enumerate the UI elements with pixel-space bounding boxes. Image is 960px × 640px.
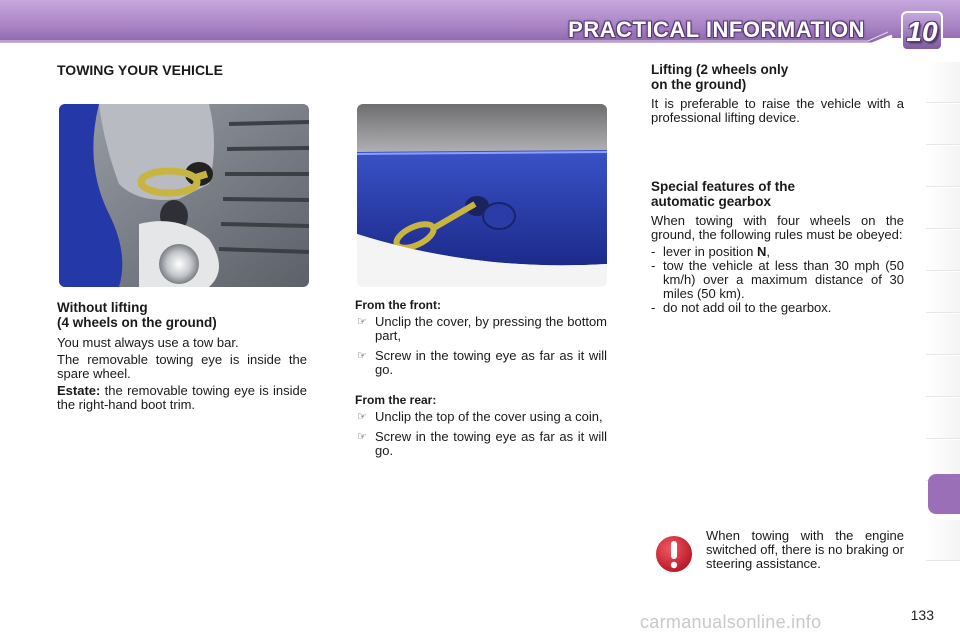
watermark: carmanualsonline.info xyxy=(640,612,822,632)
gearbox-rule: - lever in position N, xyxy=(651,244,770,259)
warning-text: When towing with the engine switched off, there is no braking or steering assistance. xyxy=(706,528,904,571)
chapter-tab[interactable] xyxy=(926,356,960,397)
gearbox-title: Special features of the automatic gearbox xyxy=(651,179,796,209)
rear-step: ☞ Screw in the towing eye as far as it will go. xyxy=(357,429,607,458)
chapter-tab[interactable] xyxy=(926,188,960,229)
lifting-paragraph: It is preferable to raise the vehicle with a professional lifting device. xyxy=(651,96,904,125)
chapter-tab[interactable] xyxy=(926,62,960,103)
front-towing-eye-photo xyxy=(59,104,309,287)
chapter-tab[interactable] xyxy=(926,314,960,355)
rear-towing-eye-photo xyxy=(357,104,607,287)
chapter-number: 10 xyxy=(906,16,938,47)
page-number: 133 xyxy=(910,607,934,623)
subsection-title: Without lifting (4 wheels on the ground) xyxy=(57,300,217,330)
chapter-tab[interactable] xyxy=(926,230,960,271)
gearbox-rule: - tow the vehicle at less than 30 mph (50 km/h) over a maximum distance of 30 miles (50 km). xyxy=(651,258,904,301)
chapter-title: PRACTICAL INFORMATION xyxy=(568,17,865,42)
gearbox-paragraph: When towing with four wheels on the ground, the following rules must be obeyed: xyxy=(651,213,904,242)
front-step: ☞ Screw in the towing eye as far as it will go. xyxy=(357,348,607,377)
chapter-tab[interactable] xyxy=(926,146,960,187)
front-step: ☞ Unclip the cover, by pressing the bottom part, xyxy=(357,314,607,343)
lifting-title: Lifting (2 wheels only on the ground) xyxy=(651,62,789,92)
estate-paragraph: Estate: the removable towing eye is inside the right-hand boot trim. xyxy=(57,383,307,412)
rear-step: ☞ Unclip the top of the cover using a coin, xyxy=(357,409,603,424)
section-title: TOWING YOUR VEHICLE xyxy=(57,62,223,78)
chapter-tab[interactable] xyxy=(926,398,960,439)
chapter-tab[interactable] xyxy=(926,104,960,145)
rear-heading: From the rear: xyxy=(355,393,437,407)
chapter-tab[interactable] xyxy=(926,520,960,561)
exclamation-icon xyxy=(653,533,695,575)
gearbox-rule: - do not add oil to the gearbox. xyxy=(651,300,832,315)
chapter-tab-active[interactable] xyxy=(928,474,960,514)
chapter-tab[interactable] xyxy=(926,272,960,313)
paragraph: The removable towing eye is inside the spare wheel. xyxy=(57,352,307,381)
front-heading: From the front: xyxy=(355,298,441,312)
paragraph: You must always use a tow bar. xyxy=(57,335,239,350)
